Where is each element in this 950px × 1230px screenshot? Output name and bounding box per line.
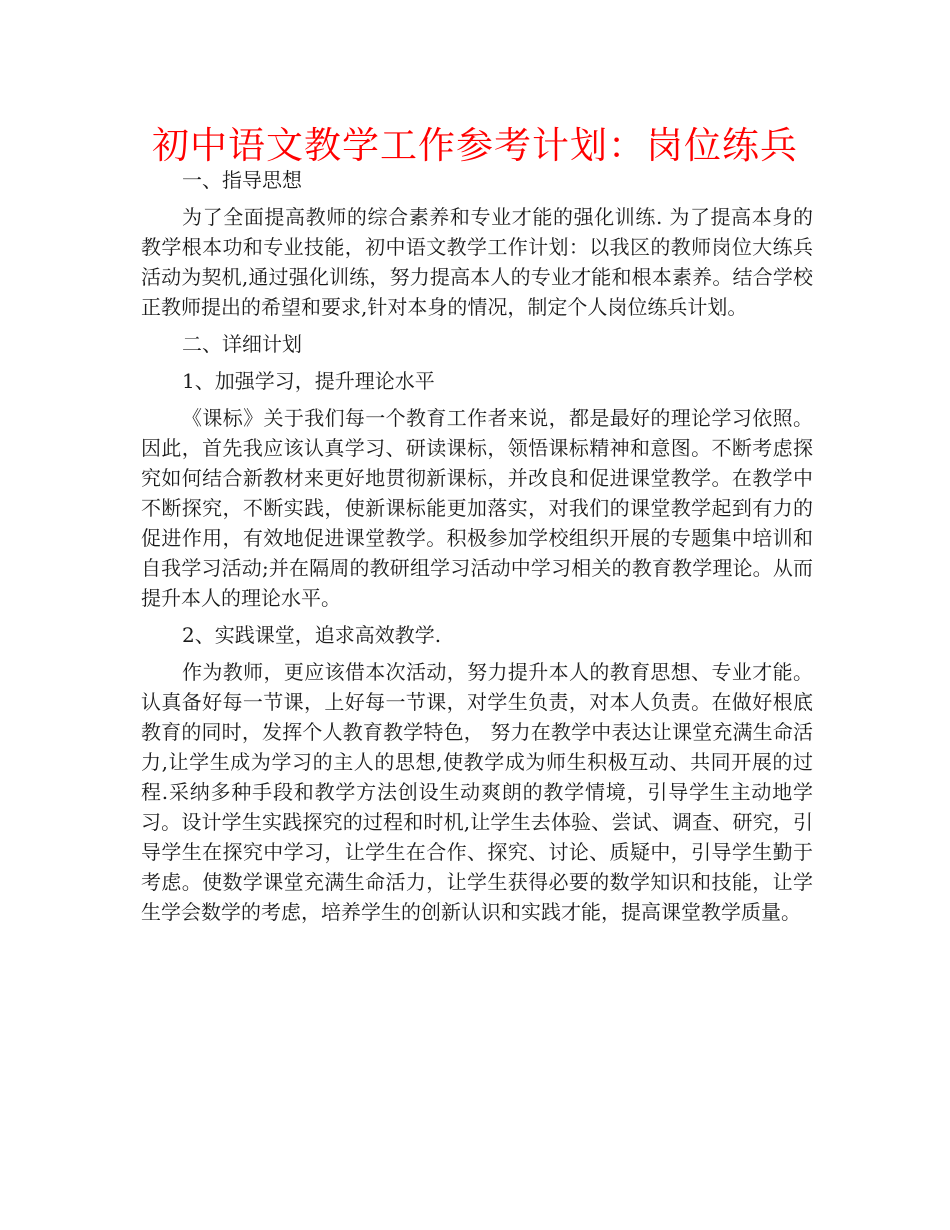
paragraph-strengthen-learning: 《课标》关于我们每一个教育工作者来说，都是最好的理论学习依照。因此，首先我应该认真学习、研读课标，领悟课标精神和意图。不断考虑探究如何结合新教材来更好地贯彻新课标，并改良和促进课堂教学。在教学中不断探究，不断实践，使新课标能更加落实，对我们的课堂教学起到有力的促进作用，有效地促进课堂教学。积极参加学校组织开展的专题集中培训和自我学习活动;并在隔周的教研组学习活动中学习相关的教育教学理论。从而提升本人的理论水平。	[141, 406, 813, 610]
document-title: 初中语文教学工作参考计划：岗位练兵	[152, 124, 798, 167]
heading-guiding-thought: 一、指导思想	[182, 168, 302, 192]
heading-detailed-plan: 二、详细计划	[182, 332, 302, 356]
document-body	[141, 165, 813, 934]
subheading-strengthen-learning: 1、加强学习，提升理论水平	[182, 369, 435, 393]
subheading-practice-classroom: 2、实践课堂，追求高效教学.	[182, 623, 442, 647]
paragraph-practice-classroom: 作为教师，更应该借本次活动，努力提升本人的教育思想、专业才能。认真备好每一节课，上好每一节课，对学生负责，对本人负责。在做好根底教育的同时，发挥个人教育教学特色， 努力在教学中表达让课堂充满生命活力,让学生成为学习的主人的思想,使教学成为师生积极互动、共同开展的过程.采纳多种手段和教学方法创设生动爽朗的教学情境，引导学生主动地学习。设计学生实践探究的过程和时机,让学生去体验、尝试、调查、研究，引导学生在探究中学习，让学生在合作、探究、讨论、质疑中，引导学生勤于考虑。使数学课堂充满生命活力，让学生获得必要的数学知识和技能，让学生学会数学的考虑，培养学生的创新认识和实践才能，提高课堂教学质量。	[141, 660, 813, 924]
paragraph-guiding-thought: 为了全面提高教师的综合素养和专业才能的强化训练. 为了提高本身的教学根本功和专业技能，初中语文教学工作计划：以我区的教师岗位大练兵活动为契机,通过强化训练，努力提高本人的专业才能和根本素养。结合学校正教师提出的希望和要求,针对本身的情况，制定个人岗位练兵计划。	[141, 205, 813, 319]
